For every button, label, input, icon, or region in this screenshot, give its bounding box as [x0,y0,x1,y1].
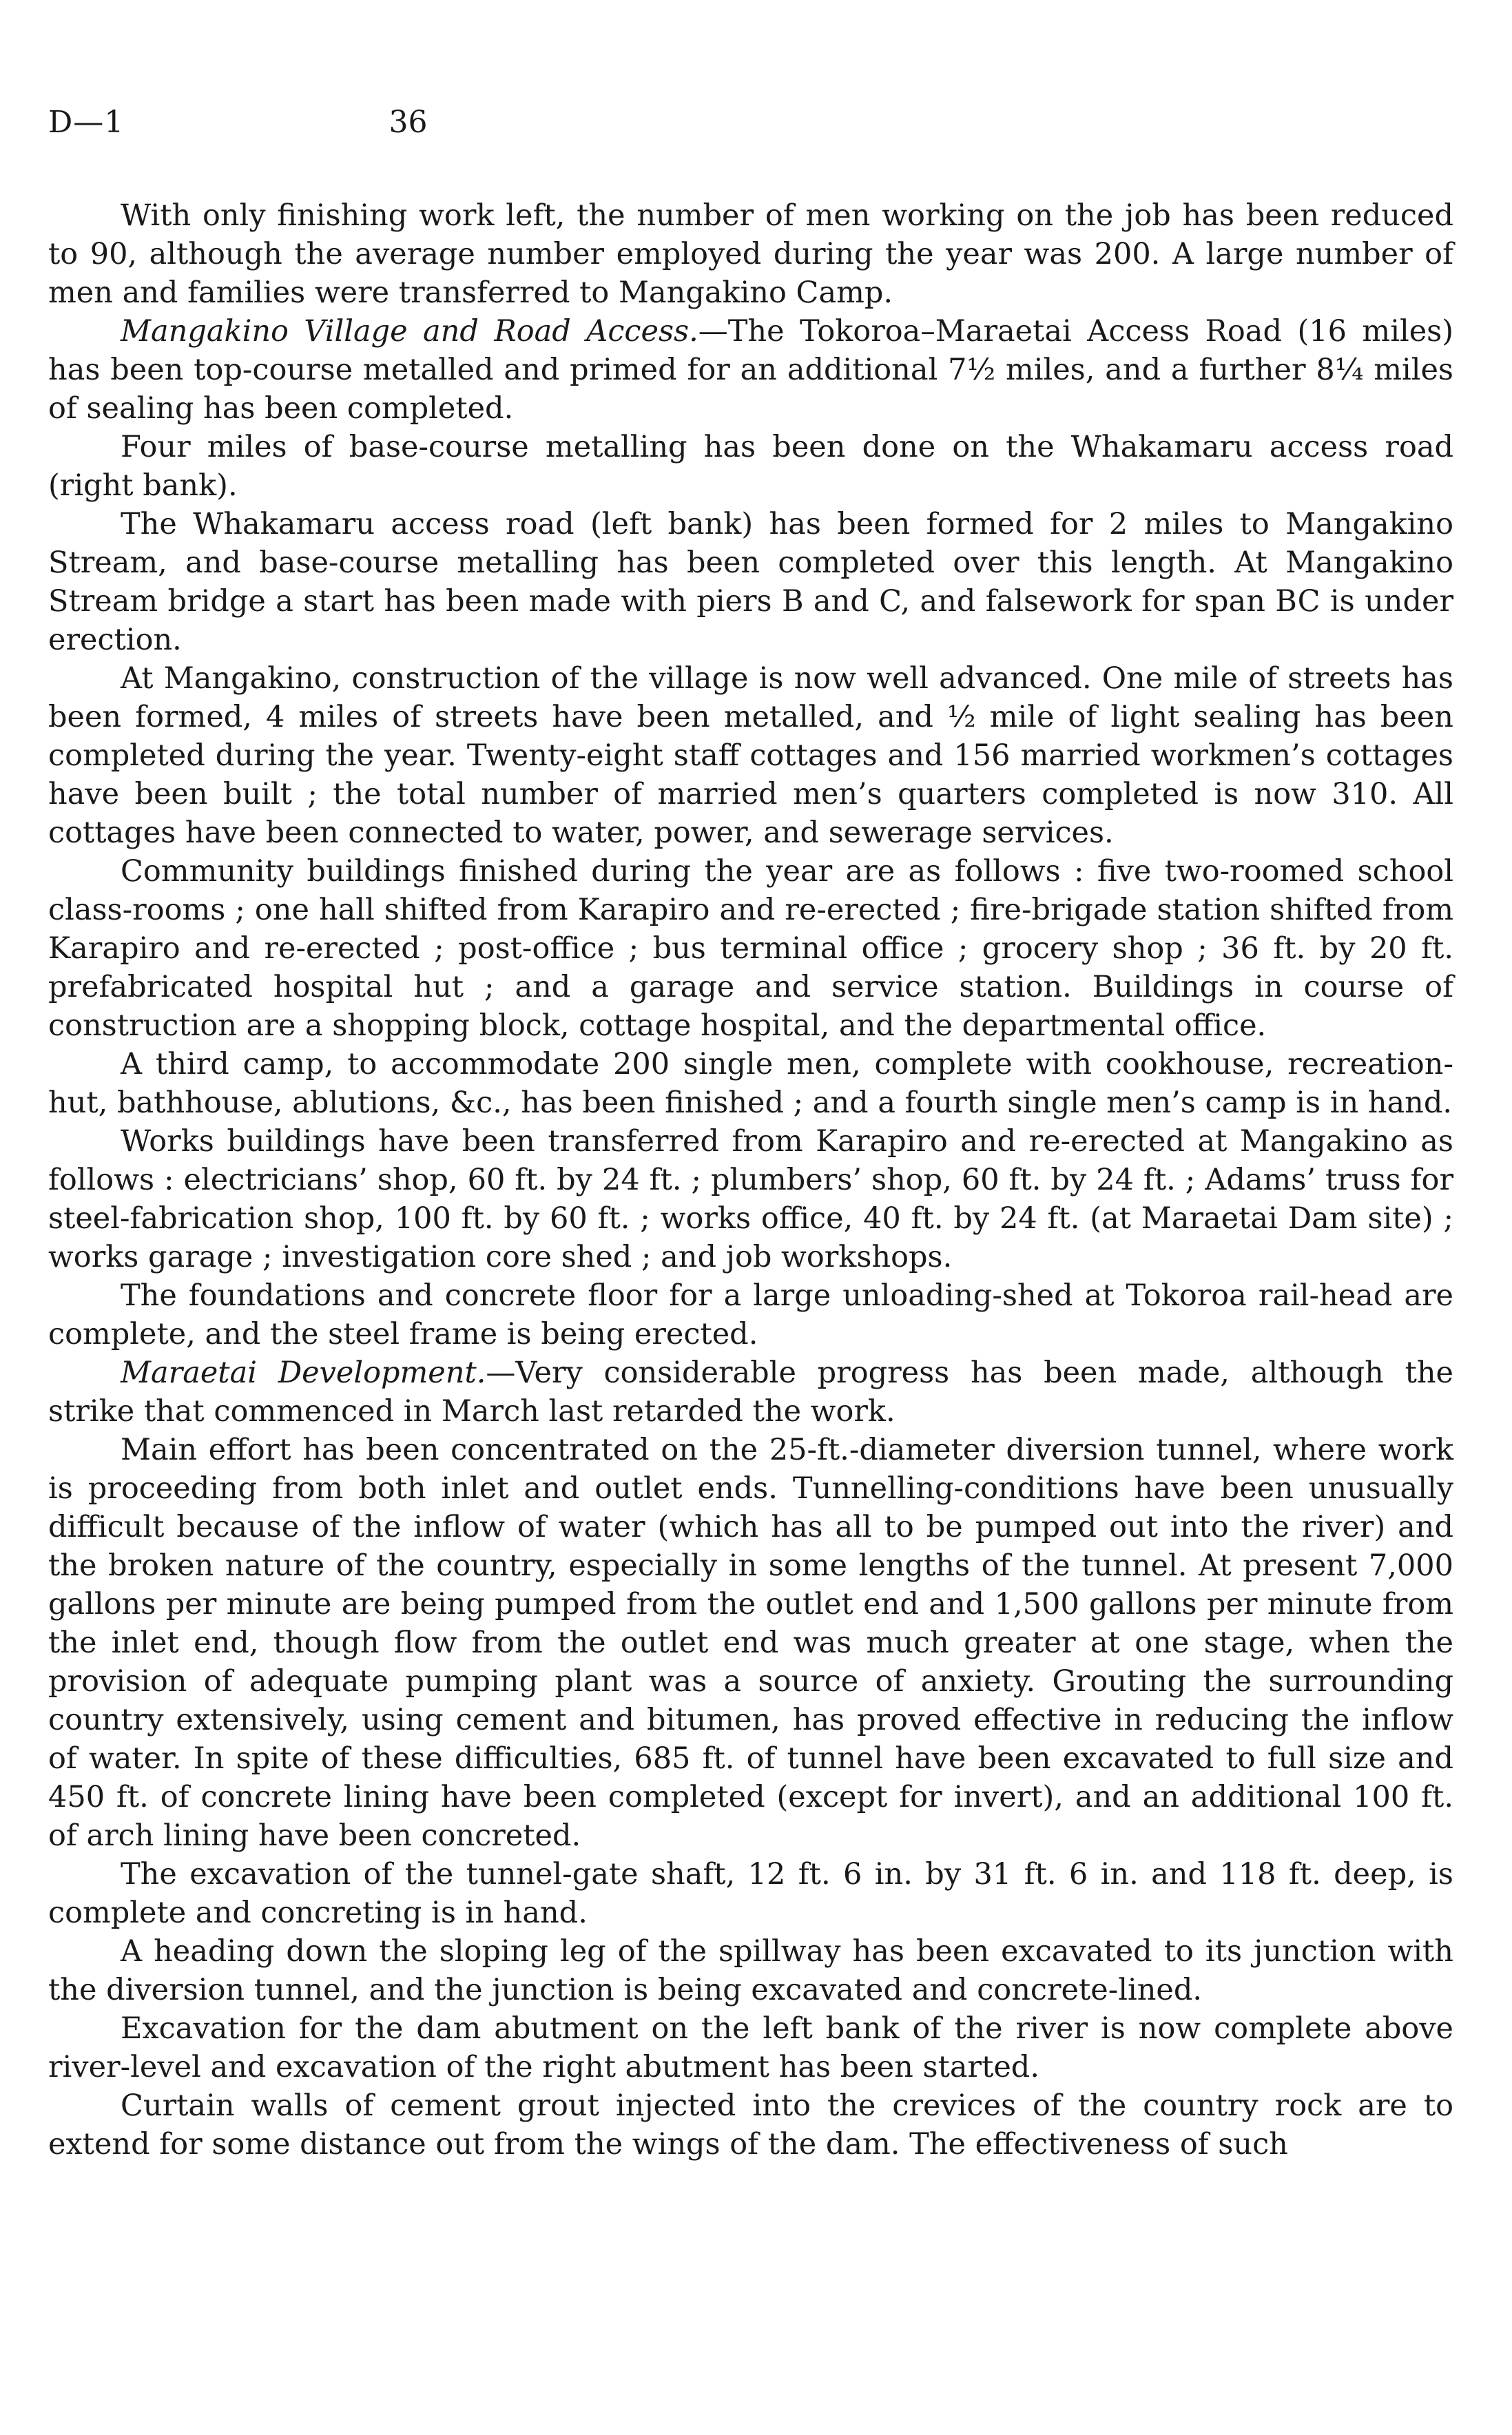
paragraph [48,196,1453,312]
paragraph-text: Main effort has been concentrated on the 25-ft.-diameter diversion tunnel, where work is proceeding from both inlet and outlet ends. Tunnelling-conditions have been unusually difficult because of the inflow of water (which has all to be pumped out into the river) and the broken nature of the country, especially in some lengths of the tunnel. At present 7,000 gallons per minute are being pumped from the outlet end and 1,500 gallons per minute from the inlet end, though flow from the outlet end was much greater at one stage, when the provision of adequate pumping plant was a source of anxiety. Grouting the surrounding country extensively, using cement and bitumen, has proved effective in reducing the inflow of water. In spite of these difficulties, 685 ft. of tunnel have been excavated to full size and 450 ft. of concrete lining have been completed (except for invert), and an additional 100 ft. of arch lining have been concreted. [48,1433,1453,1853]
paragraph-text: Excavation for the dam abutment on the left bank of the river is now complete above river-level and excavation of the right abutment has been started. [48,2011,1453,2084]
paragraph [48,659,1453,852]
paragraph-text: Curtain walls of cement grout injected into the crevices of the country rock are to extend for some distance out from the wings of the dam. The effectiveness of such [48,2089,1453,2162]
paragraph-text: —The Tokoroa–Maraetai Access Road (16 miles) has been top-course metalled and primed for an additional 7½ miles, and a further 8¼ miles of sealing has been completed. [48,314,1453,426]
document-reference: D—1 [48,105,125,140]
paragraph [48,1932,1453,2009]
paragraph-text: With only finishing work left, the number of men working on the job has been reduced to 90, although the average number employed during the year was 200. A large number of men and families were transferred to Mangakino Camp. [48,198,1453,310]
paragraph-text: A third camp, to accommodate 200 single men, complete with cookhouse, recreation-hut, bathhouse, ablutions, &c., has been finished ; and a fourth single men’s camp is in hand. [48,1047,1453,1120]
paragraph [48,1045,1453,1122]
paragraph [48,2086,1453,2164]
paragraph [48,1122,1453,1276]
paragraph [48,852,1453,1045]
paragraph [48,428,1453,505]
paragraph [48,312,1453,428]
paragraph-text: At Mangakino, construction of the village is now well advanced. One mile of streets has been formed, 4 miles of streets have been metalled, and ½ mile of light sealing has been completed during the year. Twenty-eight staff cottages and 156 married workmen’s cottages have been built ; the total number of married men’s quarters completed is now 310. All cottages have been connected to water, power, and sewerage services. [48,661,1453,850]
paragraph-text: The Whakamaru access road (left bank) has been formed for 2 miles to Mangakino Stream, and base-course metalling has been completed over this length. At Mangakino Stream bridge a start has been made with piers B and C, and falsework for span BC is under erection. [48,507,1453,657]
paragraph-text: Four miles of base-course metalling has been done on the Whakamaru access road (right bank). [48,430,1453,503]
paragraph [48,1354,1453,1431]
paragraph [48,505,1453,659]
paragraph [48,2009,1453,2086]
paragraph-text: A heading down the sloping leg of the spillway has been excavated to its junction with the diversion tunnel, and the junction is being excavated and concrete-lined. [48,1934,1453,2007]
paragraph [48,1276,1453,1354]
paragraph-text: —Very considerable progress has been made, although the strike that commenced in March last retarded the work. [48,1356,1453,1429]
paragraph-text: Community buildings finished during the year are as follows : five two-roomed school class-rooms ; one hall shifted from Karapiro and re-erected ; fire-brigade station shifted from Karapiro and re-erected ; post-office ; bus terminal office ; grocery shop ; 36 ft. by 20 ft. prefabricated hospital hut ; and a garage and service station. Buildings in course of construction are a shopping block, cottage hospital, and the departmental office. [48,854,1453,1043]
page-header [48,102,768,143]
paragraph [48,1855,1453,1932]
paragraph [48,1431,1453,1855]
paragraph-text: The excavation of the tunnel-gate shaft, 12 ft. 6 in. by 31 ft. 6 in. and 118 ft. deep, is complete and concreting is in hand. [48,1857,1453,1930]
paragraph-text: The foundations and concrete floor for a large unloading-shed at Tokoroa rail-head are complete, and the steel frame is being erected. [48,1278,1453,1351]
body-text [48,196,1453,2164]
paragraph-heading: Mangakino Village and Road Access. [121,314,698,349]
paragraph-text: Works buildings have been transferred from Karapiro and re-erected at Mangakino as follows : electricians’ shop, 60 ft. by 24 ft. ; plumbers’ shop, 60 ft. by 24 ft. ; Adams’ truss for steel-fabrication shop, 100 ft. by 60 ft. ; works office, 40 ft. by 24 ft. (at Maraetai Dam site) ; works garage ; investigation core shed ; and job workshops. [48,1124,1453,1274]
page-number: 36 [389,105,428,140]
paragraph-heading: Maraetai Development. [121,1356,486,1390]
